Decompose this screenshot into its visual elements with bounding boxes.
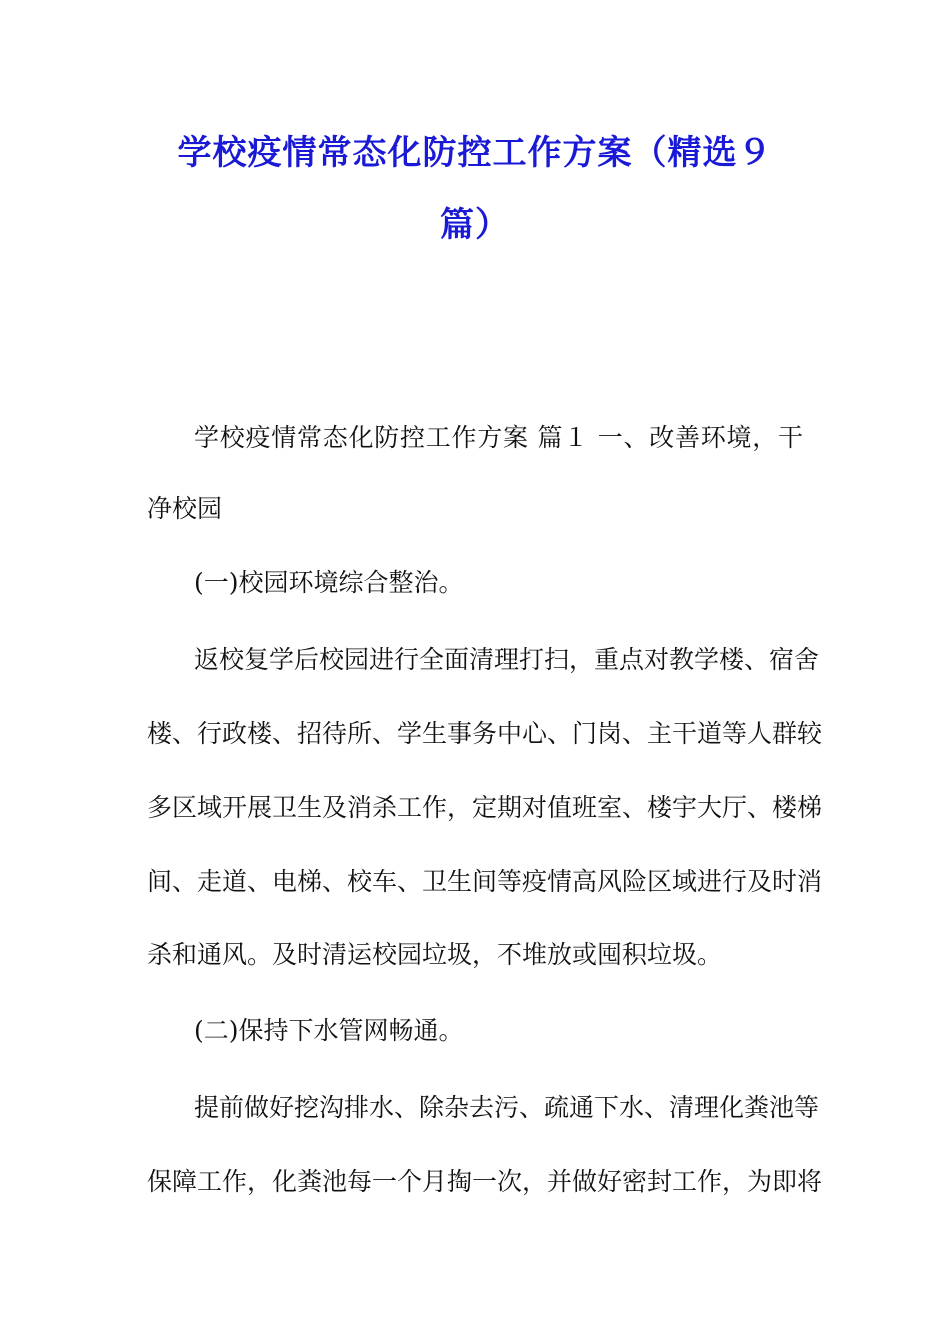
body-line-10: 提前做好挖沟排水、除杂去污、疏通下水、清理化粪池等 (194, 1093, 820, 1122)
body-line-5: 楼、行政楼、招待所、学生事务中心、门岗、主干道等人群较 (147, 719, 823, 748)
body-line-2: 净校园 (147, 494, 223, 523)
body-line-6: 多区域开展卫生及消杀工作，定期对值班室、楼宇大厅、楼梯 (147, 793, 823, 822)
document-title-line-1: 学校疫情常态化防控工作方案（精选９ (177, 133, 773, 173)
section-heading-1: (一)校园环境综合整治。 (194, 568, 464, 597)
section-heading-2: (二)保持下水管网畅通。 (194, 1016, 464, 1045)
body-line-4: 返校复学后校园进行全面清理打扫，重点对教学楼、宿舍 (194, 645, 820, 674)
document-title-line-2: 篇） (440, 205, 510, 245)
body-line-11: 保障工作，化粪池每一个月掏一次，并做好密封工作，为即将 (147, 1167, 823, 1196)
body-line-8: 杀和通风。及时清运校园垃圾，不堆放或囤积垃圾。 (147, 940, 723, 969)
body-line-7: 间、走道、电梯、校车、卫生间等疫情高风险区域进行及时消 (147, 867, 823, 896)
body-line-1: 学校疫情常态化防控工作方案 篇１ 一、改善环境，干 (194, 423, 803, 452)
